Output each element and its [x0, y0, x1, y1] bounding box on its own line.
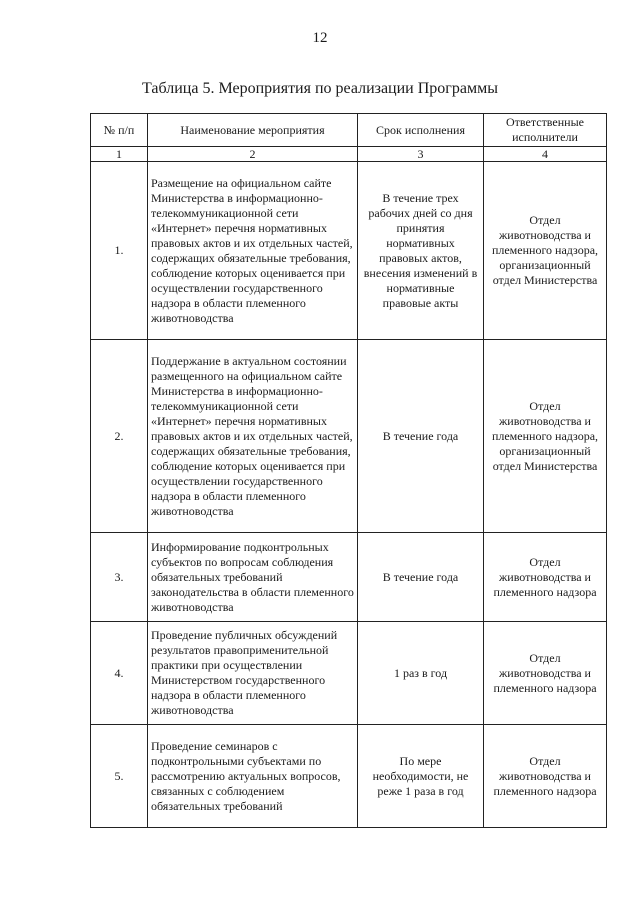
table-header-row: [91, 114, 607, 147]
deadline: 1 раз в год: [358, 622, 484, 725]
row-number: 3.: [91, 533, 148, 622]
header-measure-name: Наименование мероприятия: [148, 114, 358, 147]
column-number: 1: [91, 147, 148, 162]
responsible: Отдел животноводства и племенного надзора: [484, 533, 607, 622]
measure-name: Информирование подконтрольных субъектов по вопросам соблюдения обязательных требований законодательства в области племенного животноводства: [148, 533, 358, 622]
table-row: [91, 340, 607, 533]
table-row: [91, 622, 607, 725]
table-row: [91, 725, 607, 828]
header-deadline: Срок исполнения: [358, 114, 484, 147]
row-number: 4.: [91, 622, 148, 725]
row-number: 5.: [91, 725, 148, 828]
deadline: В течение года: [358, 533, 484, 622]
header-responsible: Ответственные исполнители: [484, 114, 607, 147]
responsible: Отдел животноводства и племенного надзора: [484, 725, 607, 828]
column-number: 2: [148, 147, 358, 162]
measure-name: Поддержание в актуальном состоянии размещенного на официальном сайте Министерства в информационно-телекоммуникационной сети «Интернет» перечня нормативных правовых актов и их отдельных частей, содержащих обязательные требования, соблюдение которых оценивается при осуществлении государственного надзора в области племенного животноводства: [148, 340, 358, 533]
column-numbering-row: [91, 147, 607, 162]
row-number: 1.: [91, 162, 148, 340]
page-number: 12: [312, 30, 328, 46]
row-number: 2.: [91, 340, 148, 533]
responsible: Отдел животноводства и племенного надзора, организационный отдел Министерства: [484, 340, 607, 533]
deadline: В течение трех рабочих дней со дня принятия нормативных правовых актов, внесения изменений в нормативные правовые акты: [358, 162, 484, 340]
table-title: Таблица 5. Мероприятия по реализации Программы: [142, 80, 498, 97]
deadline: По мере необходимости, не реже 1 раза в год: [358, 725, 484, 828]
table-row: [91, 162, 607, 340]
program-measures-table: [90, 113, 607, 828]
responsible: Отдел животноводства и племенного надзора: [484, 622, 607, 725]
column-number: 4: [484, 147, 607, 162]
measure-name: Проведение семинаров с подконтрольными субъектами по рассмотрению актуальных вопросов, связанных с соблюдением обязательных требований: [148, 725, 358, 828]
measure-name: Проведение публичных обсуждений результатов правоприменительной практики при осуществлении Министерством государственного надзора в области племенного животноводства: [148, 622, 358, 725]
header-number: № п/п: [91, 114, 148, 147]
measure-name: Размещение на официальном сайте Министерства в информационно-телекоммуникационной сети «Интернет» перечня нормативных правовых актов и их отдельных частей, содержащих обязательные требования, соблюдение которых оценивается при осуществлении государственного надзора в области племенного животноводства: [148, 162, 358, 340]
column-number: 3: [358, 147, 484, 162]
responsible: Отдел животноводства и племенного надзора, организационный отдел Министерства: [484, 162, 607, 340]
table-row: [91, 533, 607, 622]
deadline: В течение года: [358, 340, 484, 533]
